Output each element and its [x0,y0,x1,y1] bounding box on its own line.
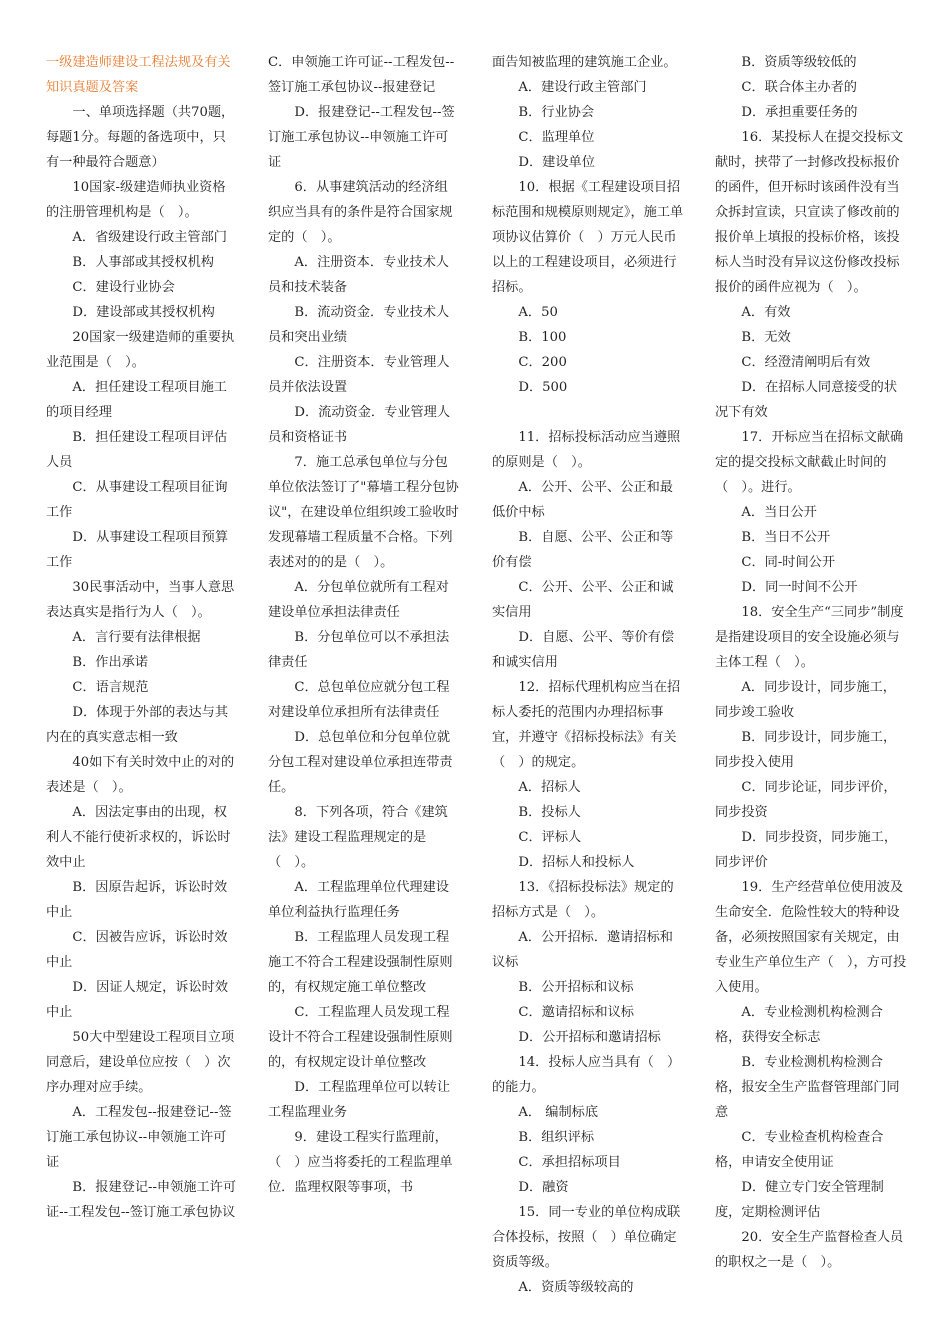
document-paragraph: 17．开标应当在招标文献确定的提交投标文献截止时间的（ ）。进行。 [715,430,904,495]
document-paragraph: D．流动资金．专业管理人员和资格证书 [268,405,451,445]
document-paragraph: D．公开招标和邀请招标 [518,1030,661,1045]
document-paragraph: 14．投标人应当具有（ ）的能力。 [492,1055,681,1095]
column-3 [492,50,684,1300]
document-paragraph: A．注册资本．专业技术人员和技术装备 [268,255,449,295]
document-paragraph: 13．《招标投标法》规定的招标方式是（ ）。 [492,880,674,920]
document-paragraph: B．组织评标 [518,1130,595,1145]
document-paragraph: C．专业检查机构检查合格，申请安全使用证 [715,1130,884,1170]
document-paragraph: C．注册资本．专业管理人员并依法设置 [268,355,450,395]
document-paragraph: D．因证人规定，诉讼时效中止 [46,980,229,1020]
document-paragraph: B．投标人 [518,805,581,820]
document-paragraph: A．工程监理单位代理建设单位利益执行监理任务 [268,880,449,920]
document-paragraph: B．专业检测机构检测合格，报安全生产监督管理部门同意 [715,1055,900,1120]
document-paragraph: D．建设部或其授权机构 [72,305,215,320]
document-paragraph: B．分包单位可以不承担法律责任 [268,630,450,670]
document-paragraph: D．总包单位和分包单位就分包工程对建设单位承担连带责任。 [268,730,453,795]
document-paragraph: A．工程发包--报建登记--签订施工承包协议--申领施工许可证 [46,1105,232,1170]
document-paragraph: C．评标人 [518,830,582,845]
document-paragraph: A．专业检测机构检测合格，获得安全标志 [715,1005,883,1045]
document-paragraph: A．分包单位就所有工程对建设单位承担法律责任 [268,580,449,620]
document-paragraph: C．申领施工许可证--工程发包--签订施工承包协议--报建登记 [268,55,455,95]
document-paragraph: B．人事部或其授权机构 [72,255,214,270]
document-paragraph: 6．从事建筑活动的经济组织应当具有的条件是符合国家规定的（ ）。 [268,180,453,245]
document-paragraph: B．报建登记--申领施工许可证--工程发包--签订施工承包协议 [46,1180,237,1220]
document-paragraph: C．工程监理人员发现工程设计不符合工程建设强制性原则的，有权规定设计单位整改 [268,1005,453,1070]
document-paragraph: B．同步设计，同步施工，同步投入使用 [715,730,897,770]
document-paragraph: 10国家-级建造师执业资格的注册管理机构是（ ）。 [46,180,226,220]
document-paragraph: 18．安全生产“三同步”制度是指建设项目的安全设施必须与主体工程（ ）。 [715,605,904,670]
column-1 [46,50,238,1225]
document-paragraph: C．建设行业协会 [72,280,175,295]
document-paragraph: D．同一时间不公开 [741,580,858,595]
document-paragraph: B．行业协会 [518,105,595,120]
document-paragraph: 19．生产经营单位使用波及生命安全．危险性较大的特种设备，必须按照国家有关规定，由专业生产单位生产（ ），方可投入使用。 [715,880,907,995]
document-paragraph: A．有效 [741,305,791,320]
document-paragraph: A． 编制标底 [518,1105,599,1120]
document-paragraph: D．同步投资，同步施工，同步评价 [715,830,898,870]
document-paragraph: B．流动资金．专业技术人员和突出业绩 [268,305,450,345]
document-paragraph: D．招标人和投标人 [518,855,635,870]
document-paragraph: B．担任建设工程项目评估人员 [46,430,228,470]
document-paragraph: B．作出承诺 [72,655,149,670]
document-paragraph: C．同步论证，同步评价，同步投资 [715,780,897,820]
document-paragraph: D．体现于外部的表达与其内在的真实意志相一致 [46,705,229,745]
document-paragraph: 15．同一专业的单位构成联合体投标，按照（ ）单位确定资质等级。 [492,1205,681,1270]
document-paragraph: 8．下列各项，符合《建筑法》建设工程监理规定的是（ ）。 [268,805,448,870]
document-paragraph: A．公开、公平、公正和最低价中标 [492,480,673,520]
document-paragraph: A．担任建设工程项目施工的项目经理 [46,380,227,420]
document-paragraph: C．总包单位应就分包工程对建设单位承担所有法律责任 [268,680,450,720]
document-paragraph: C．200 [518,355,567,370]
document-paragraph: D．健立专门安全管理制度，定期检测评估 [715,1180,884,1220]
document-paragraph: B．公开招标和议标 [518,980,634,995]
document-paragraph: 一、单项选择题（共70题，每题1分。每题的备选项中，只有一种最符合题意） [46,105,235,170]
document-paragraph: C．从事建设工程项目征询工作 [46,480,228,520]
document-paragraph: C．联合体主办者的 [741,80,857,95]
document-paragraph: B．无效 [741,330,791,345]
document-paragraph: D．工程监理单位可以转让工程监理业务 [268,1080,451,1120]
document-paragraph: 50大中型建设工程项目立项同意后，建设单位应按（ ）次序办理对应手续。 [46,1030,235,1095]
document-paragraph: A．省级建设行政主管部门 [72,230,227,245]
document-paragraph: C．监理单位 [518,130,595,145]
document-paragraph: D．承担重要任务的 [741,105,858,120]
document-paragraph: D．从事建设工程项目预算工作 [46,530,229,570]
document-paragraph: D．自愿、公平、等价有偿和诚实信用 [492,630,675,670]
document-paragraph: 30民事活动中，当事人意思表达真实是指行为人（ ）。 [46,580,235,620]
document-paragraph: D．报建登记--工程发包--签订施工承包协议--申领施工许可证 [268,105,455,170]
document-paragraph: D．在招标人同意接受的状况下有效 [715,380,898,420]
document-paragraph: 12．招标代理机构应当在招标人委托的范围内办理招标事宜，并遵守《招标投标法》有关（ ）的规定。 [492,680,681,770]
document-paragraph: C．承担招标项目 [518,1155,621,1170]
document-paragraph: D．建设单位 [518,155,595,170]
document-paragraph: B．工程监理人员发现工程施工不符合工程建设强制性原则的，有权规定施工单位整改 [268,930,453,995]
document-paragraph: A．因法定事由的出现，权利人不能行使祈求权的，诉讼时效中止 [46,805,231,870]
document-paragraph: A．招标人 [518,780,581,795]
document-paragraph: A．同步设计，同步施工，同步竣工验收 [715,680,896,720]
document-paragraph: B．因原告起诉，诉讼时效中止 [46,880,228,920]
document-paragraph: A．建设行政主管部门 [518,80,647,95]
document-paragraph: A．50 [518,305,558,320]
document-paragraph: D．融资 [518,1180,569,1195]
blank-line [492,400,684,425]
document-paragraph: D．500 [518,380,568,395]
document-paragraph: B．自愿、公平、公正和等价有偿 [492,530,674,570]
document-paragraph: 11．招标投标活动应当遵照的原则是（ ）。 [492,430,681,470]
document-paragraph: 7．施工总承包单位与分包单位依法签订了"幕墙工程分包协议"，在建设单位组织竣工验收时发现幕墙工程质量不合格。下列表述对的的是（ ）。 [268,455,459,570]
column-2 [268,50,460,1200]
document-paragraph: B．当日不公开 [741,530,831,545]
document-paragraph: 面告知被监理的建筑施工企业。 [492,55,677,70]
document-title: 一级建造师建设工程法规及有关知识真题及答案 [46,55,231,95]
document-paragraph: C．公开、公平、公正和诚实信用 [492,580,674,620]
document-paragraph: C．同-时间公开 [741,555,836,570]
document-paragraph: 20国家一级建造师的重要执业范围是（ ）。 [46,330,235,370]
document-paragraph: B．资质等级较低的 [741,55,857,70]
document-paragraph: 10．根据《工程建设项目招标范围和规模原则规定》，施工单项协议估算价（ ）万元人民币以上的工程建设项目，必须进行招标。 [492,180,684,295]
column-4 [715,50,907,1275]
document-paragraph: 40如下有关时效中止的对的表述是（ ）。 [46,755,235,795]
document-paragraph: C．语言规范 [72,680,149,695]
document-paragraph: 16．某投标人在提交投标文献时，挟带了一封修改投标报价的函件，但开标时该函件没有当众拆封宣读，只宣读了修改前的报价单上填报的投标价格，该投标人当时没有异议这份修改投标报价的函件应视为（ ）。 [715,130,904,295]
document-paragraph: A．公开招标．邀请招标和议标 [492,930,673,970]
document-paragraph: B．100 [518,330,567,345]
document-paragraph: C．经澄清阐明后有效 [741,355,871,370]
document-paragraph: 20．安全生产监督检查人员的职权之一是（ ）。 [715,1230,904,1270]
document-paragraph: 9．建设工程实行监理前，（ ）应当将委托的工程监理单位．监理权限等事项，书 [268,1130,453,1195]
document-paragraph: C．邀请招标和议标 [518,1005,634,1020]
document-paragraph: C．因被告应诉，诉讼时效中止 [46,930,228,970]
document-paragraph: A．言行要有法律根据 [72,630,201,645]
document-paragraph: A．资质等级较高的 [518,1280,634,1295]
document-paragraph: A．当日公开 [741,505,817,520]
